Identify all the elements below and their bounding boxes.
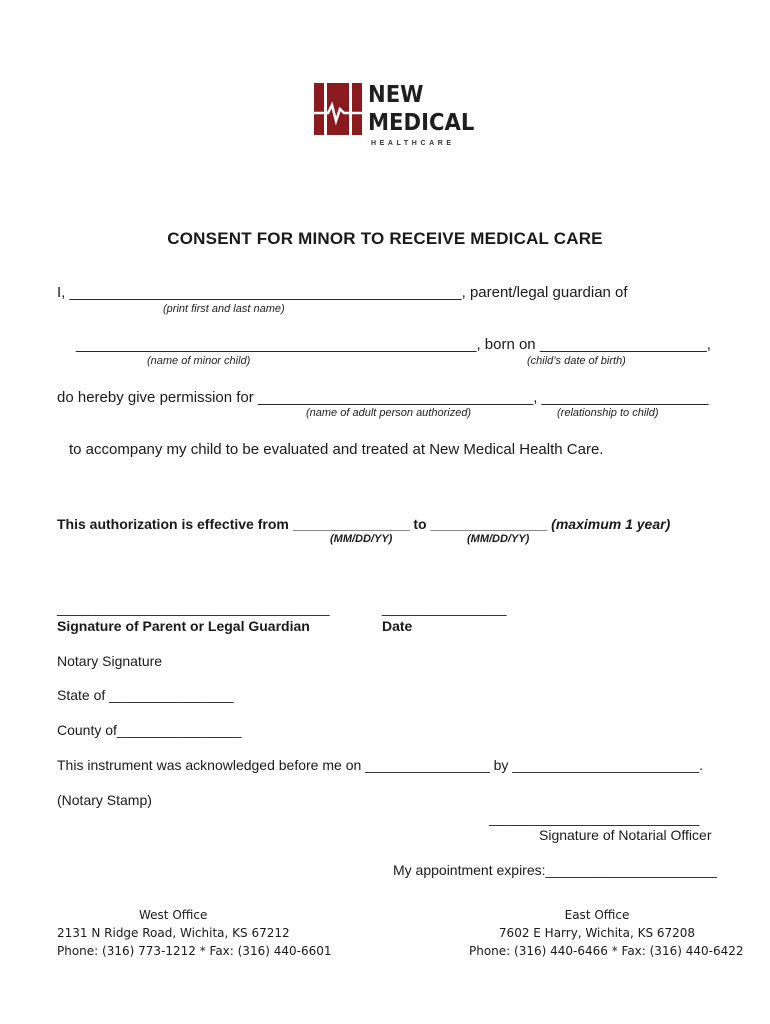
guardian-suffix: , parent/legal guardian of (461, 284, 628, 301)
west-office-block (57, 906, 331, 960)
adult-caption: (name of adult person authorized) (306, 407, 472, 419)
guardian-name-field[interactable]: _______________________________________________ (69, 284, 462, 301)
form-title: CONSENT FOR MINOR TO RECEIVE MEDICAL CARE (167, 229, 603, 248)
east-office-address: 7602 E Harry, Wichita, KS 67208 (498, 926, 696, 940)
notary-signature-label: Notary Signature (57, 653, 163, 669)
notary-stamp-label: (Notary Stamp) (57, 792, 152, 808)
permission-prefix: do hereby give permission for (57, 389, 258, 406)
relationship-caption: (relationship to child) (557, 407, 659, 419)
west-office-phone: Phone: (316) 773-1212 * Fax: (316) 440-6601 (57, 944, 332, 958)
east-office-phone: Phone: (316) 440-6466 * Fax: (316) 440-6422 (469, 944, 744, 958)
notarial-officer-signature-field[interactable]: ___________________________ (489, 810, 700, 826)
company-logo (298, 22, 475, 200)
accompany-text: to accompany my child to be evaluated and treated at New Medical Health Care. (69, 441, 604, 458)
adult-comma: , (533, 389, 542, 406)
relationship-field[interactable]: ____________________ (541, 389, 709, 406)
date-field[interactable]: ________________ (382, 600, 507, 616)
acknowledged-text[interactable]: This instrument was acknowledged before me on ________________ by ________________________. (57, 757, 704, 773)
effective-row (57, 516, 670, 532)
signature-label: Signature of Parent or Legal Guardian (57, 618, 310, 634)
child-row (76, 336, 711, 353)
logo-text-new: NEW (368, 82, 424, 108)
child-caption: (name of minor child) (147, 355, 251, 367)
new-medical-n-mark-icon (314, 83, 362, 135)
east-office-block (469, 906, 744, 960)
appointment-expires-field[interactable]: My appointment expires:______________________ (393, 862, 717, 878)
to-word: to (409, 516, 431, 532)
east-office-name: East Office (564, 908, 630, 922)
logo-text-medical: MEDICAL (368, 110, 475, 136)
effective-prefix: This authorization is effective from (57, 516, 293, 532)
guardian-signature-field[interactable]: ___________________________________ (57, 600, 330, 616)
county-field[interactable]: County of________________ (57, 722, 242, 738)
west-office-name: West Office (139, 908, 208, 922)
child-dob-field[interactable]: ____________________ (539, 336, 707, 353)
state-field[interactable]: State of ________________ (57, 687, 234, 703)
guardian-caption: (print first and last name) (163, 303, 285, 315)
child-name-field[interactable]: ________________________________________________ (76, 336, 477, 353)
guardian-row (57, 284, 628, 301)
maximum-note: (maximum 1 year) (547, 516, 671, 532)
effective-to-field[interactable]: _______________ (430, 516, 548, 532)
dob-comma: , (706, 336, 711, 353)
guardian-prefix: I, (57, 284, 70, 301)
effective-from-field[interactable]: _______________ (292, 516, 410, 532)
logo-text-healthcare: HEALTHCARE (371, 140, 455, 147)
dob-caption: (child’s date of birth) (527, 355, 626, 367)
permission-row (57, 389, 708, 406)
date-label: Date (382, 618, 413, 634)
to-date-caption: (MM/DD/YY) (467, 533, 530, 545)
adult-name-field[interactable]: _________________________________ (257, 389, 534, 406)
notarial-officer-label: Signature of Notarial Officer (539, 827, 712, 843)
west-office-address: 2131 N Ridge Road, Wichita, KS 67212 (57, 926, 290, 940)
born-on-label: , born on (476, 336, 540, 353)
from-date-caption: (MM/DD/YY) (330, 533, 393, 545)
